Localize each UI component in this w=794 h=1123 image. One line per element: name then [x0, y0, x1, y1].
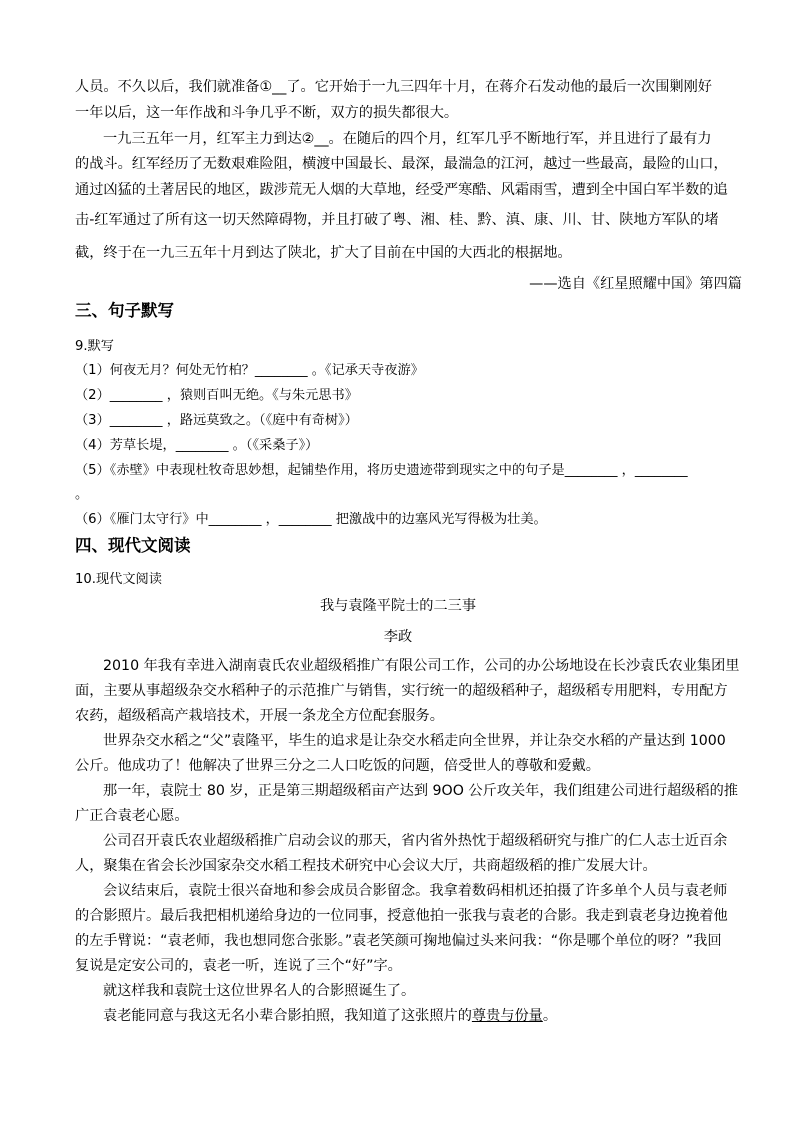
article-line-4: 世界杂交水稻之“父”袁隆平，毕生的追求是让杂交水稻走向全世界，并让杂交水稻的产量达到 1000: [103, 733, 726, 749]
section3-item-5: （5）《赤壁》中表现杜牧奇思妙想，起铺垫作用，将历史遗迹带到现实之中的句子是________ ，________: [75, 463, 688, 478]
article-line-1: 2010 年我有幸进入湖南袁氏农业超级稻推广有限公司工作，公司的办公场地设在长沙袁氏农业集团里: [103, 658, 740, 674]
section3-item-5-end: 。: [75, 487, 89, 502]
passage1-line-7: 截，终于在一九三五年十月到达了陕北，扩大了目前在中国的大西北的根据地。: [75, 245, 572, 261]
article-line-14: 就这样我和袁院士这位世界名人的合影照诞生了。: [103, 983, 416, 999]
article-line-15-prefix: 袁老能同意与我这无名小辈合影拍照，我知道了这张照片的: [103, 1008, 472, 1024]
article-line-15: [103, 1006, 721, 1026]
section4-heading: 四、现代文阅读: [75, 536, 191, 555]
section3-item-6: （6）《雁门太守行》中________ ，________ 把激战中的边塞风光写得极为壮美。: [75, 512, 547, 527]
section3-item-4: （4）芳草长堤，________ 。（《采桑子》）: [75, 438, 319, 453]
passage1-line-5: 通过凶猛的土著居民的地区，跋涉荒无人烟的大草地，经受严寒酷、风霜雨雪，遭到全中国白军半数的追: [75, 182, 728, 198]
article-title: 我与袁隆平院士的二三事: [319, 598, 477, 614]
passage1-line-1: 人员。不久以后，我们就准备①__了。它开始于一九三四年十月，在蒋介石发动他的最后一次围剿刚好: [75, 79, 712, 95]
section4-question-label: 10.现代文阅读: [75, 572, 162, 587]
article-line-10: 会议结束后，袁院士很兴奋地和参会成员合影留念。我拿着数码相机还拍摄了许多单个人员与袁老师: [103, 883, 728, 899]
article-line-5: 公斤。他成功了！他解决了世界三分之二人口吃饭的问题，倍受世人的尊敬和爱戴。: [75, 758, 600, 774]
passage1-line-4: 的战斗。红军经历了无数艰难险阻，横渡中国最长、最深，最湍急的江河，越过一些最高，最险的山口，: [75, 156, 728, 172]
article-line-12: 的左手臂说：“袁老师，我也想同您合张影。”袁老笑颜可掬地偏过头来问我：“你是哪个单位的呀？”我回: [75, 933, 722, 949]
article-line-13: 复说是定安公司的，袁老一听，连说了三个“好”字。: [75, 958, 402, 974]
article-line-11: 的合影照片。最后我把相机递给身边的一位同事，授意他拍一张我与袁老的合影。我走到袁老身边挽着他: [75, 908, 728, 924]
section3-item-2: （2）________ ，猿则百叫无绝。《与朱元思书》: [75, 388, 358, 403]
underlined-phrase: 尊贵与份量: [471, 1008, 543, 1024]
article-line-8: 公司召开袁氏农业超级稻推广启动会议的那天，省内省外热忱于超级稻研究与推广的仁人志士近百余: [103, 833, 728, 849]
passage1-source: ——选自《红星照耀中国》第四篇: [529, 276, 742, 292]
section3-item-3: （3）________ ，路远莫致之。（《庭中有奇树》）: [75, 413, 358, 428]
article-line-2: 面，主要从事超级杂交水稻种子的示范推广与销售，实行统一的超级稻种子，超级稻专用肥料，专用配方: [75, 683, 728, 699]
passage1-line-2: 一年以后，这一年作战和斗争几乎不断，双方的损失都很大。: [75, 105, 459, 121]
article-line-7: 广正合袁老心愿。: [75, 808, 189, 824]
passage1-line-6: 击-红军通过了所有这一切天然障碍物，并且打破了粤、湘、桂、黔、滇、康、川、甘、陕地方军队的堵: [75, 212, 719, 228]
section3-heading: 三、句子默写: [75, 301, 174, 320]
article-line-6: 那一年，袁院士 80 岁，正是第三期超级稻亩产达到 9OO 公斤攻关年，我们组建公司进行超级稻的推: [103, 783, 738, 799]
passage1-line-3: 一九三五年一月，红军主力到达②__。在随后的四个月，红军几乎不断地行军，并且进行了最有力: [103, 131, 712, 147]
article-author: 李政: [383, 629, 413, 645]
article-line-15-suffix: 。: [542, 1008, 558, 1024]
article-line-3: 农药，超级稻高产栽培技术，开展一条龙全方位配套服务。: [75, 708, 444, 724]
article-line-9: 人，聚集在省会长沙国家杂交水稻工程技术研究中心会议大厅，共商超级稻的推广发展大计。: [75, 858, 657, 874]
section3-item-1: （1）何夜无月？何处无竹柏？________ 。《记承天寺夜游》: [75, 363, 424, 378]
section3-question-label: 9.默写: [75, 339, 114, 354]
